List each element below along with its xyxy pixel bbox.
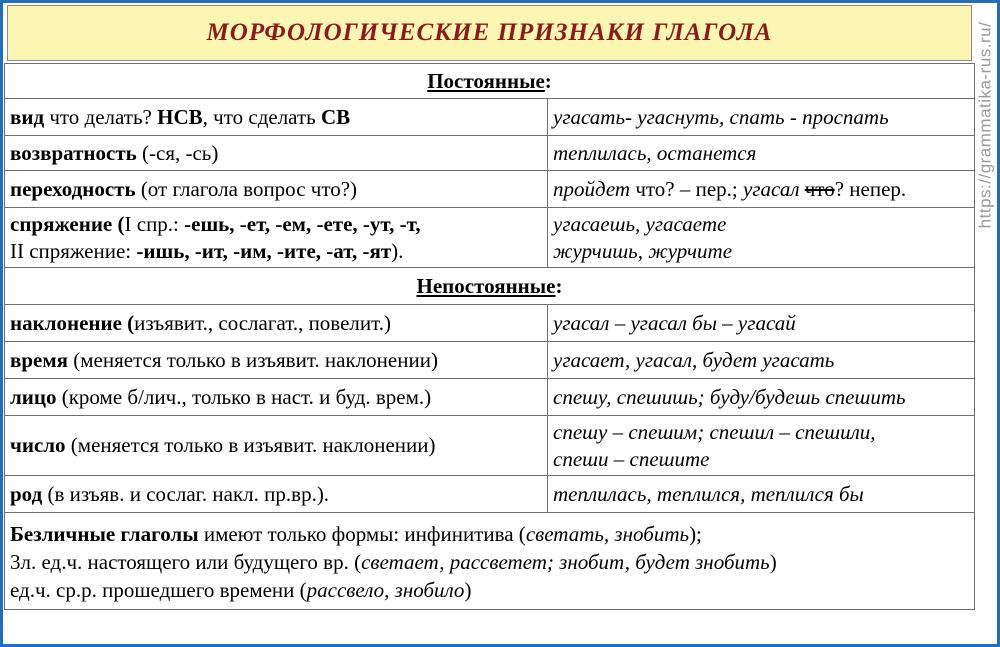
- feature-cell: число (меняется только в изъявит. наклонении): [5, 416, 548, 476]
- watermark: [972, 10, 998, 240]
- example-cell: угасает, угасал, будет угасать: [548, 342, 975, 379]
- section-label-constant: Постоянные: [427, 68, 545, 93]
- feature-cell: возвратность (-ся, -сь): [5, 136, 548, 171]
- example-cell: угасал – угасал бы – угасай: [548, 305, 975, 342]
- feature-term: переходность: [10, 176, 136, 201]
- verb-features-table: [4, 63, 975, 610]
- feature-term: время: [10, 347, 69, 372]
- table-row-tense: [5, 342, 975, 379]
- table-row-number: [5, 416, 975, 476]
- title-banner: [7, 5, 972, 61]
- example-cell: теплилась, останется: [548, 136, 975, 171]
- feature-term: род: [10, 481, 43, 506]
- example-cell: угасаешь, угасаете журчишь, журчите: [548, 208, 975, 268]
- section-constant: Постоянные:: [5, 64, 975, 99]
- table-row-conjugation: [5, 208, 975, 268]
- section-variable: Непостоянные:: [5, 268, 975, 305]
- table-row-mood: [5, 305, 975, 342]
- page-title: МОРФОЛОГИЧЕСКИЕ ПРИЗНАКИ ГЛАГОЛА: [206, 19, 773, 46]
- feature-term: вид: [10, 104, 45, 129]
- table-row-reflexivity: [5, 136, 975, 171]
- table-row-gender: [5, 476, 975, 513]
- feature-term: спряжение (: [10, 211, 125, 236]
- example-cell: спешу, спешишь; буду/будешь спешить: [548, 379, 975, 416]
- impersonal-verbs-note: Безличные глаголы имеют только формы: инфинитива (светать, знобить); 3л. ед.ч. настоящего или будущего вр. (светает, рассветет; знобит, будет знобить) ед.ч. ср.р. прошедшего времени (рассвело, знобило): [5, 513, 975, 610]
- section-label-variable: Непостоянные: [416, 273, 556, 298]
- feature-cell: спряжение (I спр.: -ешь, -ет, -ем, -ете, -ут, -т, II спряжение: -ишь, -ит, -им, -ите, -ат, -ят).: [5, 208, 548, 268]
- feature-cell: наклонение (изъявит., сослагат., повелит.): [5, 305, 548, 342]
- feature-term: наклонение (: [10, 310, 135, 335]
- feature-cell: переходность (от глагола вопрос что?): [5, 171, 548, 208]
- struck-word: что: [804, 176, 835, 201]
- feature-term: число: [10, 433, 66, 457]
- example-cell: угасать- угаснуть, спать - проспать: [548, 99, 975, 136]
- example-cell: пройдет что? – пер.; угасал что? непер.: [548, 171, 975, 208]
- watermark-url: https://grammatika-rus.ru/: [975, 21, 995, 229]
- feature-cell: род (в изъяв. и сослаг. накл. пр.вр.).: [5, 476, 548, 513]
- feature-cell: лицо (кроме б/лич., только в наст. и буд. врем.): [5, 379, 548, 416]
- example-cell: теплилась, теплился, теплился бы: [548, 476, 975, 513]
- feature-term: лицо: [10, 384, 57, 409]
- table-row-person: [5, 379, 975, 416]
- table-row-aspect: [5, 99, 975, 136]
- feature-cell: время (меняется только в изъявит. наклонении): [5, 342, 548, 379]
- table-row-transitivity: [5, 171, 975, 208]
- impersonal-term: Безличные глаголы: [10, 522, 199, 546]
- example-cell: спешу – спешим; спешил – спешили, спеши – спешите: [548, 416, 975, 476]
- feature-term: возвратность: [10, 140, 137, 165]
- feature-cell: вид что делать? НСВ, что сделать СВ: [5, 99, 548, 136]
